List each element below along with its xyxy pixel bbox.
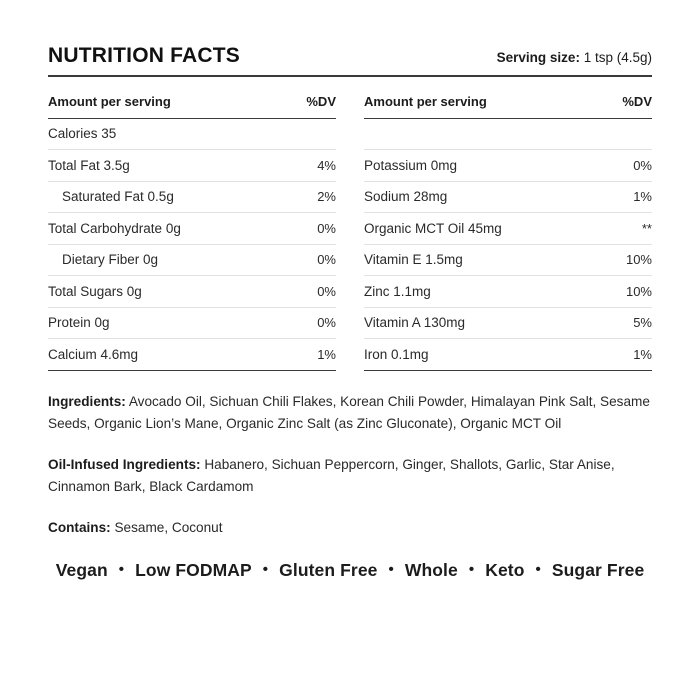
nutrient-name: Zinc 1.1mg (364, 276, 508, 308)
nutrient-name: Total Fat 3.5g (48, 150, 192, 182)
table-row (48, 307, 336, 339)
serving-size (497, 51, 652, 65)
column-header-amount: Amount per serving (364, 91, 508, 118)
table-row (48, 181, 336, 213)
nutrient-daily-value: 5% (508, 307, 652, 339)
nutrient-name: Total Sugars 0g (48, 276, 192, 308)
table-row (364, 307, 652, 339)
nutrient-name: Iron 0.1mg (364, 339, 508, 371)
claim-separator-dot-icon: • (468, 560, 475, 578)
ingredients-section (48, 391, 652, 539)
claim-badge: Sugar Free (551, 559, 645, 580)
claim-badge: Vegan (55, 559, 108, 580)
nutrient-daily-value: 1% (508, 339, 652, 371)
header-divider (48, 75, 652, 77)
table-row (364, 213, 652, 245)
table-row (48, 276, 336, 308)
nutrient-daily-value: 1% (508, 181, 652, 213)
nutrient-daily-value: 1% (192, 339, 336, 371)
nutrient-name: Vitamin E 1.5mg (364, 244, 508, 276)
nutrition-tables (48, 91, 652, 371)
claim-separator-dot-icon: • (262, 560, 269, 578)
table-row (364, 150, 652, 182)
claim-separator-dot-icon: • (118, 560, 125, 578)
table-row (364, 181, 652, 213)
table-row (364, 339, 652, 371)
nutrient-daily-value: 2% (192, 181, 336, 213)
nutrient-daily-value: 0% (192, 276, 336, 308)
paragraph-lead-label: Contains: (48, 519, 111, 535)
claim-badge: Low FODMAP (135, 559, 252, 580)
nutrient-name: Protein 0g (48, 307, 192, 339)
page-title: NUTRITION FACTS (48, 44, 240, 67)
nutrient-daily-value (192, 118, 336, 150)
nutrient-daily-value: 0% (192, 213, 336, 245)
nutrient-name: Calories 35 (48, 118, 192, 150)
nutrient-name: Total Carbohydrate 0g (48, 213, 192, 245)
nutrient-daily-value (508, 118, 652, 150)
nutrient-daily-value: 0% (508, 150, 652, 182)
serving-size-label: Serving size: (496, 50, 580, 65)
left-table-body (48, 118, 336, 370)
claim-badge: Whole (404, 559, 458, 580)
table-header-row (364, 91, 652, 118)
claim-badge: Gluten Free (279, 559, 378, 580)
table-row (48, 213, 336, 245)
ingredients-paragraph (48, 391, 652, 435)
nutrient-daily-value: 10% (508, 244, 652, 276)
nutrient-daily-value: 0% (192, 244, 336, 276)
column-header-amount: Amount per serving (48, 91, 192, 118)
ingredients-paragraph (48, 454, 652, 498)
column-header-dv: %DV (192, 91, 336, 118)
paragraph-text: Sesame, Coconut (110, 519, 223, 535)
ingredients-paragraph (48, 517, 652, 539)
table-row (48, 244, 336, 276)
paragraph-lead-label: Ingredients: (48, 393, 126, 409)
nutrient-name (364, 118, 508, 150)
nutrient-name: Potassium 0mg (364, 150, 508, 182)
left-nutrition-column (48, 91, 336, 371)
left-table-head (48, 91, 336, 118)
table-row (48, 339, 336, 371)
nutrient-name: Saturated Fat 0.5g (48, 181, 192, 213)
claim-separator-dot-icon: • (388, 560, 394, 578)
label-header (48, 45, 652, 75)
table-row (364, 276, 652, 308)
paragraph-text: Habanero, Sichuan Peppercorn, Ginger, Shallots, Garlic, Star Anise, Cinnamon Bark, Black Cardamom (48, 456, 615, 494)
nutrient-name: Calcium 4.6mg (48, 339, 192, 371)
table-row (48, 118, 336, 150)
nutrient-name: Vitamin A 130mg (364, 307, 508, 339)
table-header-row (48, 91, 336, 118)
right-table-head (364, 91, 652, 118)
column-header-dv: %DV (508, 91, 652, 118)
claim-badge: Keto (485, 559, 525, 580)
claim-separator-dot-icon: • (535, 560, 541, 578)
nutrient-daily-value: ** (508, 213, 652, 245)
right-nutrition-column (364, 91, 652, 371)
nutrient-daily-value: 0% (192, 307, 336, 339)
nutrient-name: Sodium 28mg (364, 181, 508, 213)
serving-size-value: 1 tsp (4.5g) (583, 50, 652, 65)
right-table-body (364, 118, 652, 370)
nutrient-name: Dietary Fiber 0g (48, 244, 192, 276)
product-claims (48, 560, 652, 581)
nutrient-daily-value: 4% (192, 150, 336, 182)
table-row (48, 150, 336, 182)
nutrient-name: Organic MCT Oil 45mg (364, 213, 508, 245)
left-nutrition-table (48, 91, 336, 371)
right-nutrition-table (364, 91, 652, 371)
nutrient-daily-value: 10% (508, 276, 652, 308)
paragraph-lead-label: Oil-Infused Ingredients: (48, 456, 201, 472)
paragraph-text: Avocado Oil, Sichuan Chili Flakes, Korean Chili Powder, Himalayan Pink Salt, Sesame Seeds, Organic Lion’s Mane, Organic Zinc Salt (as Zinc Gluconate), Organic MCT Oil (48, 393, 650, 431)
table-row (364, 118, 652, 150)
table-row (364, 244, 652, 276)
